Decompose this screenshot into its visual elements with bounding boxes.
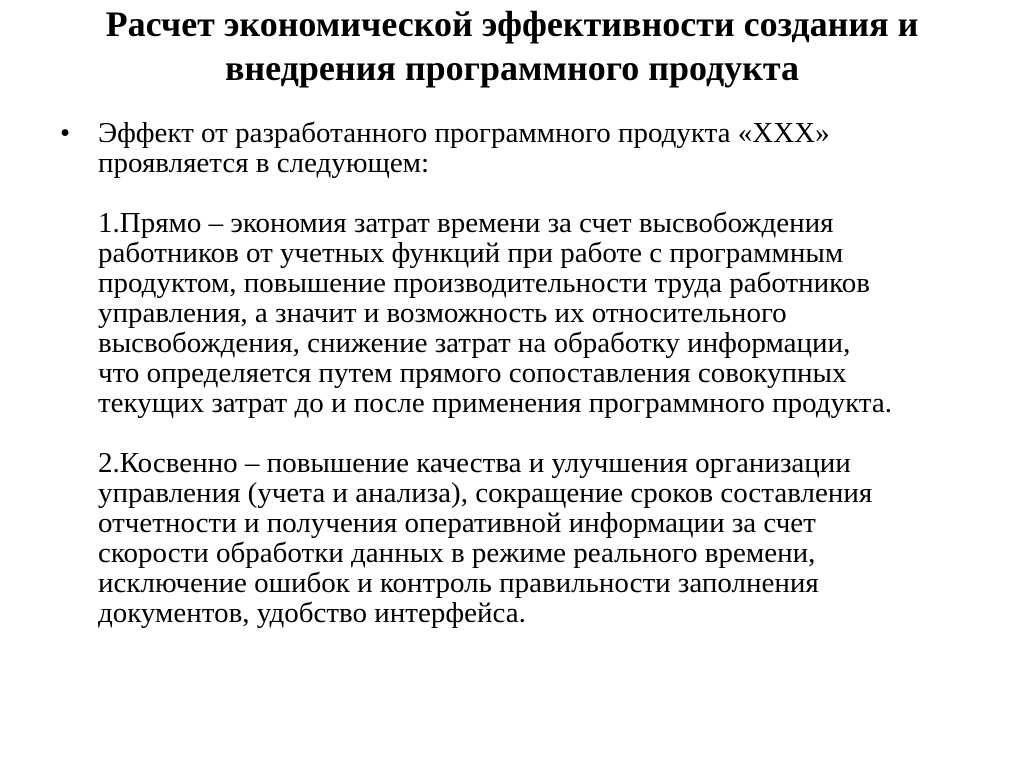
point1-line: управления, а значит и возможность их относительного xyxy=(98,297,787,329)
point2-line: 2.Косвенно – повышение качества и улучшения организации xyxy=(98,447,851,479)
intro-line: проявляется в следующем: xyxy=(98,147,430,179)
intro-line: Эффект от разработанного программного продукта «ХХХ» xyxy=(98,117,830,149)
point1-line: высвобождения, снижение затрат на обработку информации, xyxy=(98,327,851,359)
point1-line: продуктом, повышение производительности труда работников xyxy=(98,267,870,299)
title-line: внедрения программного продукта xyxy=(224,48,800,88)
point1-line: работников от учетных функций при работе с программным xyxy=(98,237,844,269)
point2-line: скорости обработки данных в режиме реального времени, xyxy=(98,537,816,569)
point2-line: исключение ошибок и контроль правильности заполнения xyxy=(98,567,819,599)
bullet-icon: • xyxy=(60,117,71,149)
point2-line: отчетности и получения оперативной информации за счет xyxy=(98,507,816,539)
point2-line: документов, удобство интерфейса. xyxy=(98,597,526,629)
point1-line: что определяется путем прямого сопоставления совокупных xyxy=(98,357,847,389)
point1-line: текущих затрат до и после применения программного продукта. xyxy=(98,387,892,419)
bullet-text xyxy=(98,118,978,628)
paragraph-gap xyxy=(98,418,978,448)
point2-line: управления (учета и анализа), сокращение сроков составления xyxy=(98,477,873,509)
slide-title xyxy=(40,2,984,90)
paragraph-gap xyxy=(98,178,978,208)
point1-line: 1.Прямо – экономия затрат времени за счет высвобождения xyxy=(98,207,834,239)
title-line: Расчет экономической эффективности создания и xyxy=(105,4,919,44)
